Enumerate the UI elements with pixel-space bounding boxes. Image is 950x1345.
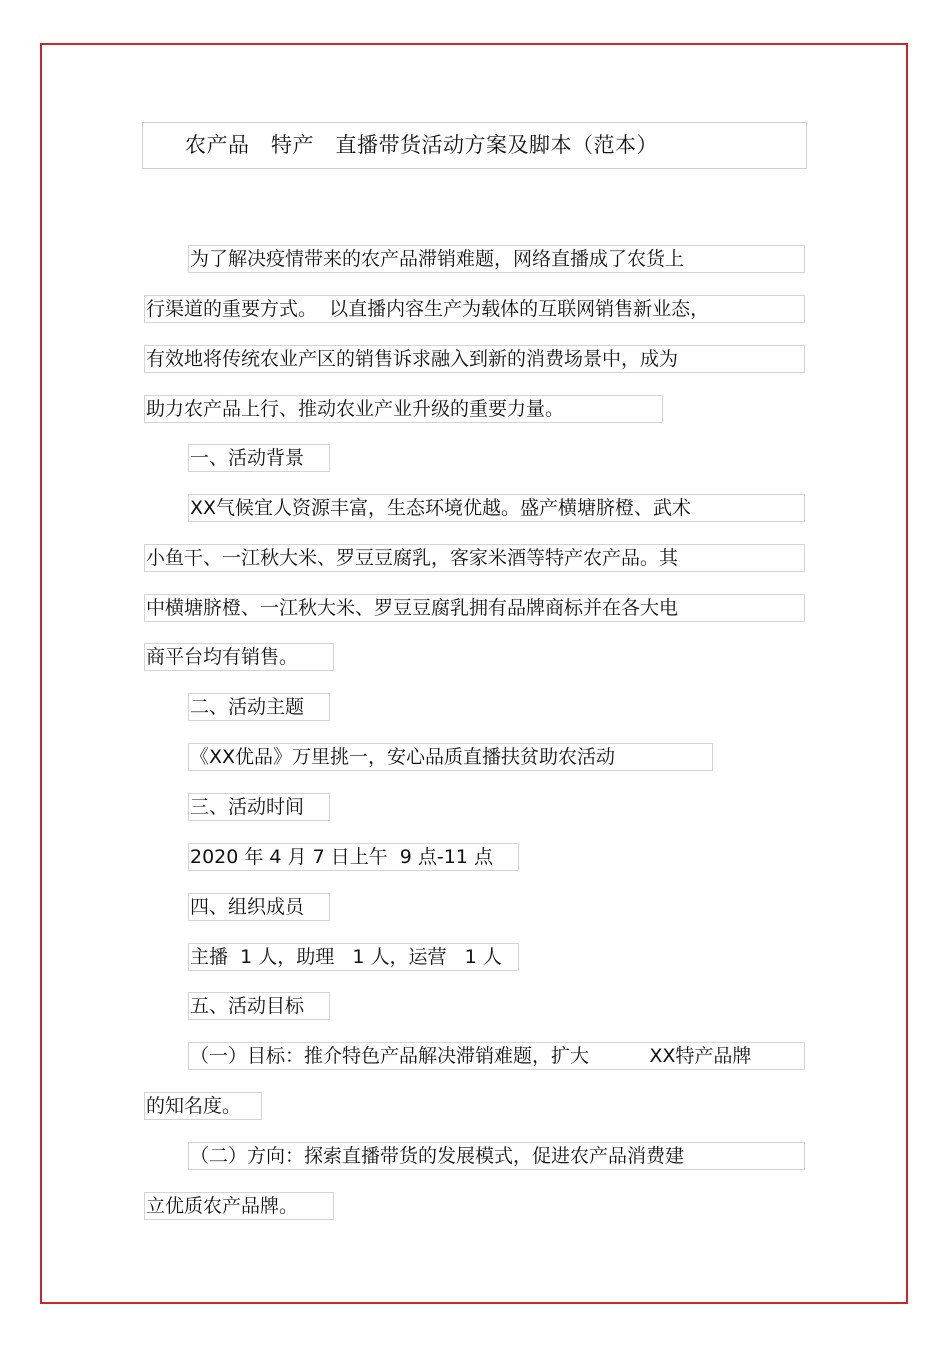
intro-line-1: 为了解决疫情带来的农产品滞销难题，网络直播成了农货上 [188, 245, 805, 273]
intro-line-3: 有效地将传统农业产区的销售诉求融入到新的消费场景中，成为 [144, 345, 805, 373]
section-heading-members: 四、组织成员 [188, 893, 330, 921]
section-heading-background: 一、活动背景 [188, 444, 330, 472]
members-text: 主播 1 人，助理 1 人，运营 1 人 [188, 943, 519, 971]
theme-text: 《XX优品》万里挑一，安心品质直播扶贫助农活动 [188, 743, 713, 771]
goal-1-line-2: 的知名度。 [144, 1092, 262, 1120]
document-title: 农产品 特产 直播带货活动方案及脚本（范本） [142, 122, 807, 169]
background-line-1: XX气候宜人资源丰富，生态环境优越。盛产横塘脐橙、武术 [188, 494, 805, 522]
section-heading-time: 三、活动时间 [188, 793, 330, 821]
time-text: 2020 年 4 月 7 日上午 9 点-11 点 [188, 843, 519, 871]
goal-2-line-2: 立优质农产品牌。 [144, 1192, 334, 1220]
background-line-2: 小鱼干、一江秋大米、罗豆豆腐乳，客家米酒等特产农产品。其 [144, 544, 805, 572]
section-heading-theme: 二、活动主题 [188, 693, 330, 721]
intro-line-2: 行渠道的重要方式。 以直播内容生产为载体的互联网销售新业态， [144, 295, 805, 323]
intro-line-4: 助力农产品上行、推动农业产业升级的重要力量。 [144, 395, 663, 423]
background-line-4: 商平台均有销售。 [144, 643, 334, 671]
section-heading-goals: 五、活动目标 [188, 992, 330, 1020]
goal-2-line-1: （二）方向：探索直播带货的发展模式，促进农产品消费建 [188, 1142, 805, 1170]
goal-1-line-1: （一）目标：推介特色产品解决滞销难题，扩大 XX特产品牌 [188, 1042, 805, 1070]
background-line-3: 中横塘脐橙、一江秋大米、罗豆豆腐乳拥有品牌商标并在各大电 [144, 594, 805, 622]
